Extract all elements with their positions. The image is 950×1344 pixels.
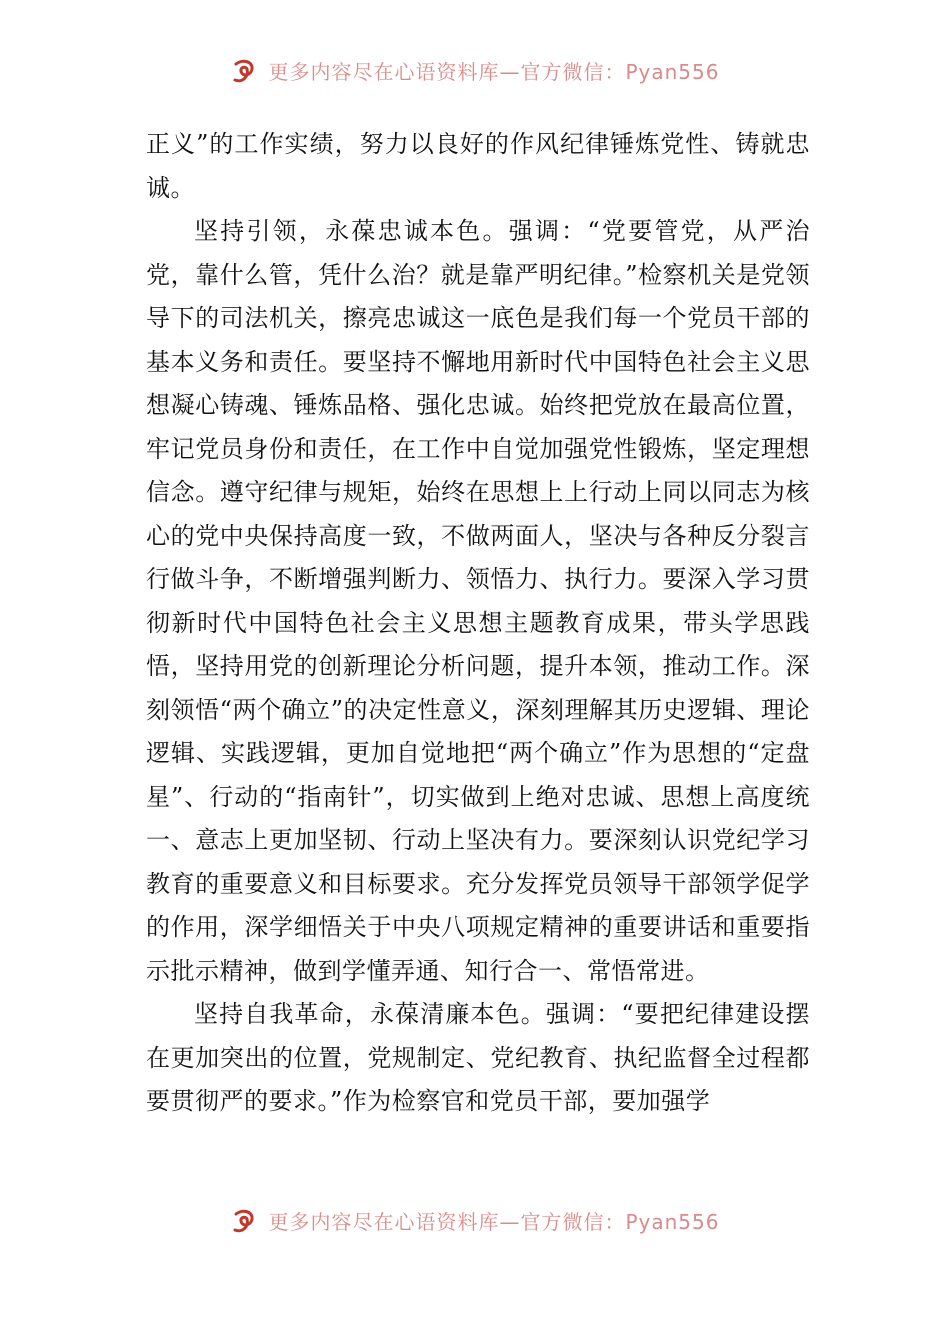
watermark-text: 更多内容尽在心语资料库—官方微信：Pyan556	[268, 1209, 720, 1234]
paragraph-self-revolution: 坚持自我革命，永葆清廉本色。强调：“要把纪律建设摆在更加突出的位置，党规制定、党纪教育、执纪监督全过程都要贯彻严的要求。”作为检察官和党员干部，要加强学	[146, 1000, 810, 1115]
swirl-logo-icon	[230, 55, 260, 85]
watermark-header	[0, 50, 950, 90]
watermark-footer	[0, 1200, 950, 1240]
swirl-logo-icon	[230, 1205, 260, 1235]
paragraph-continuation: 正义”的工作实绩，努力以良好的作风纪律锤炼党性、铸就忠诚。	[146, 130, 810, 202]
document-body	[146, 123, 810, 1124]
watermark-text: 更多内容尽在心语资料库—官方微信：Pyan556	[268, 59, 720, 84]
paragraph-loyalty: 坚持引领，永葆忠诚本色。强调：“党要管党，从严治党，靠什么管，凭什么治？就是靠严明纪律。”检察机关是党领导下的司法机关，擦亮忠诚这一底色是我们每一个党员干部的基本义务和责任。要坚持不懈地用新时代中国特色社会主义思想凝心铸魂、锤炼品格、强化忠诚。始终把党放在最高位置，牢记党员身份和责任，在工作中自觉加强党性锻炼，坚定理想信念。遵守纪律与规矩，始终在思想上上行动上同以同志为核心的党中央保持高度一致，不做两面人，坚决与各种反分裂言行做斗争，不断增强判断力、领悟力、执行力。要深入学习贯彻新时代中国特色社会主义思想主题教育成果，带头学思践悟，坚持用党的创新理论分析问题，提升本领，推动工作。深刻领悟“两个确立”的决定性意义，深刻理解其历史逻辑、理论逻辑、实践逻辑，更加自觉地把“两个确立”作为思想的“定盘星”、行动的“指南针”，切实做到上绝对忠诚、思想上高度统一、意志上更加坚韧、行动上坚决有力。要深刻认识党纪学习教育的重要意义和目标要求。充分发挥党员领导干部领学促学的作用，深学细悟关于中央八项规定精神的重要讲话和重要指示批示精神，做到学懂弄通、知行合一、常悟常进。	[146, 217, 810, 985]
